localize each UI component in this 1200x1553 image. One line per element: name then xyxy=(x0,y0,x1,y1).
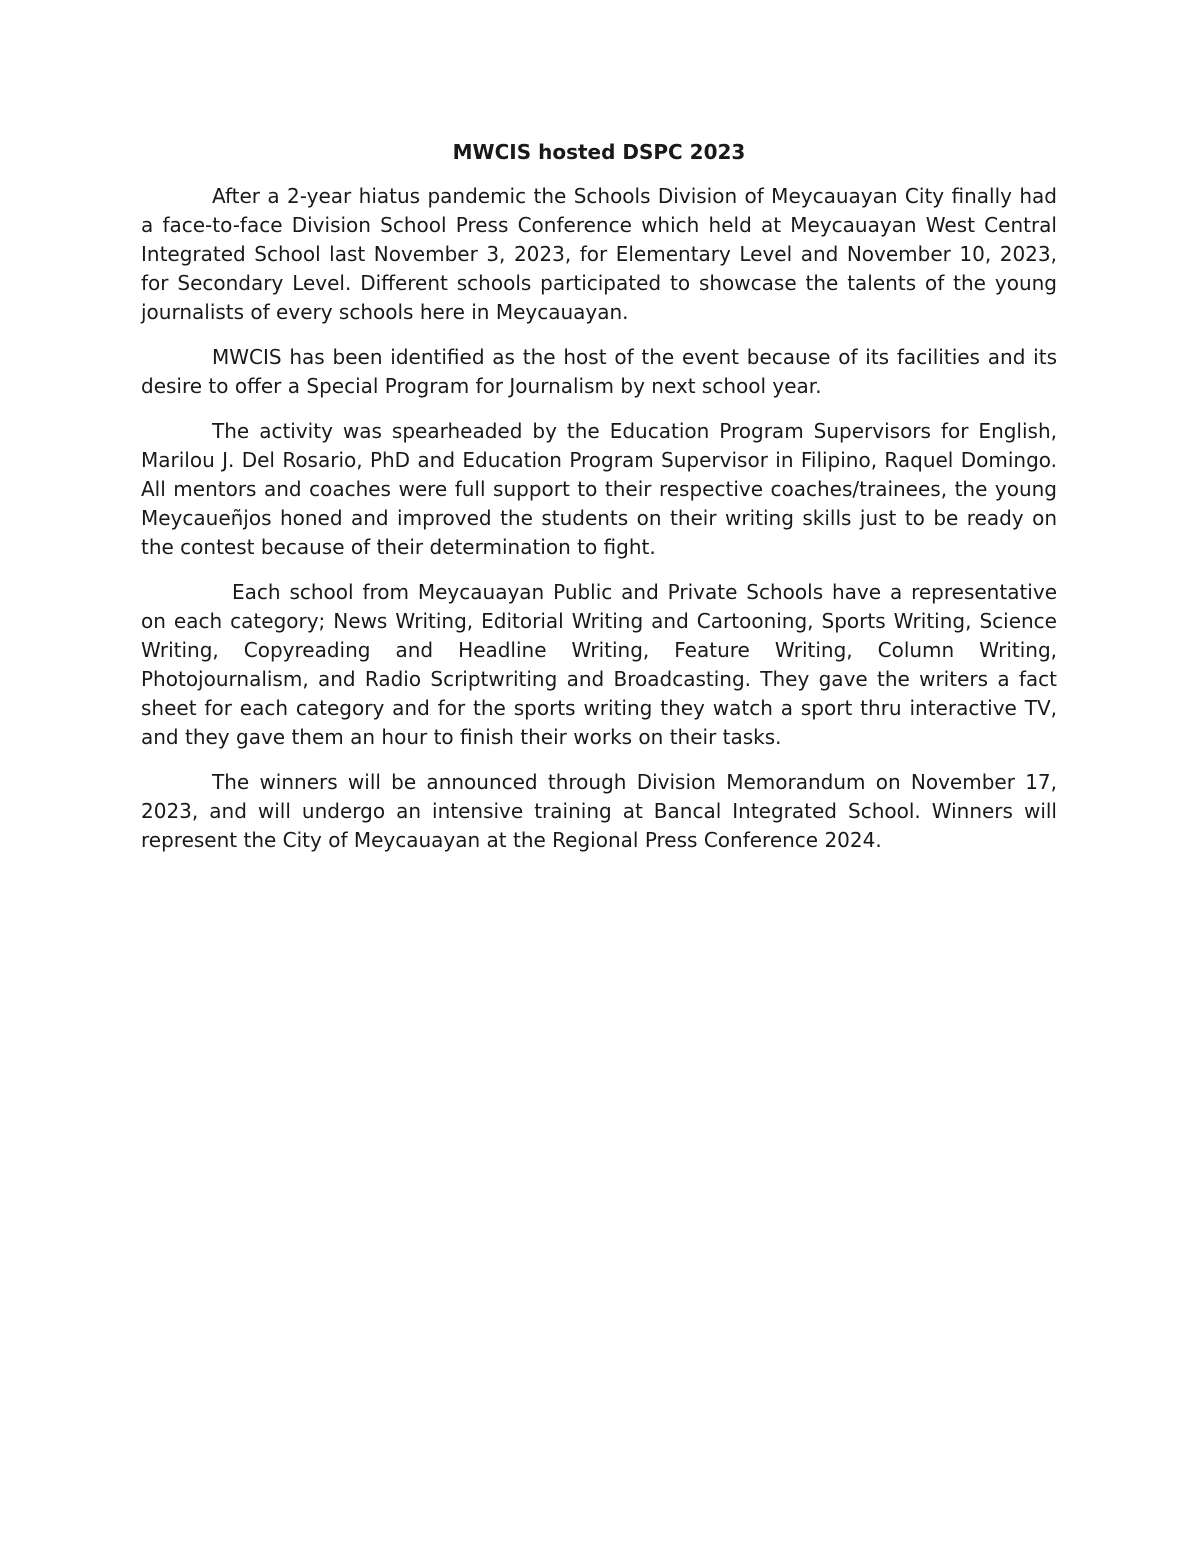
paragraph-intro: After a 2-year hiatus pandemic the Schools Division of Meycauayan City finally had a face-to-face Division School Press Conference which held at Meycauayan West Central Integrated School last November 3, 2023, for Elementary Level and November 10, 2023, for Secondary Level. Different schools participated to showcase the talents of the young journalists of every schools here in Meycauayan. xyxy=(141,184,1057,324)
article-title: MWCIS hosted DSPC 2023 xyxy=(452,140,746,164)
paragraph-host: MWCIS has been identified as the host of the event because of its facilities and its desire to offer a Special Program for Journalism by next school year. xyxy=(141,345,1057,398)
paragraph-categories: Each school from Meycauayan Public and Private Schools have a representative on each category; News Writing, Editorial Writing and Cartooning, Sports Writing, Science Writing, Copyreading and Headline Writing, Feature Writing, Column Writing, Photojournalism, and Radio Scriptwriting and Broadcasting. They gave the writers a fact sheet for each category and for the sports writing they watch a sport thru interactive TV, and they gave them an hour to finish their works on their tasks. xyxy=(141,580,1057,749)
article-body xyxy=(141,138,1057,871)
paragraph-supervisors: The activity was spearheaded by the Education Program Supervisors for English, Marilou J. Del Rosario, PhD and Education Program Supervisor in Filipino, Raquel Domingo. All mentors and coaches were full support to their respective coaches/trainees, the young Meycaueñjos honed and improved the students on their writing skills just to be ready on the contest because of their determination to fight. xyxy=(141,419,1057,559)
paragraph-winners: The winners will be announced through Division Memorandum on November 17, 2023, and will undergo an intensive training at Bancal Integrated School. Winners will represent the City of Meycauayan at the Regional Press Conference 2024. xyxy=(141,770,1057,852)
